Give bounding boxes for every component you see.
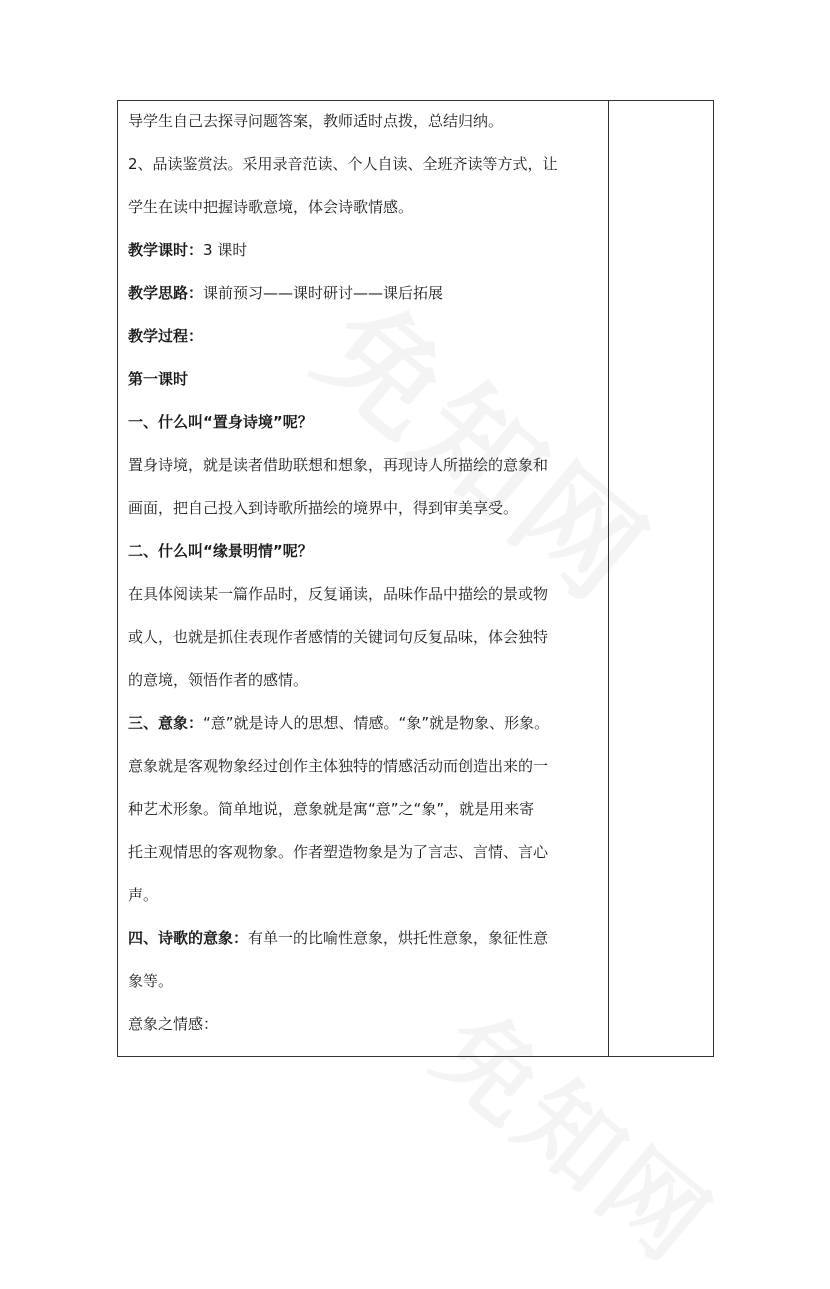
value-teaching-approach: 课前预习——课时研讨——课后拓展 bbox=[203, 284, 444, 302]
label-teaching-hours: 教学课时： bbox=[128, 241, 204, 259]
section-heading: 第一课时 bbox=[128, 370, 189, 388]
info-line bbox=[128, 279, 443, 307]
paragraph-line: 导学生自己去探寻问题答案，教师适时点拨，总结归纳。 bbox=[128, 112, 504, 130]
paragraph-line: 的意境，领悟作者的感情。 bbox=[128, 671, 309, 689]
paragraph-line: 置身诗境，就是读者借助联想和想象，再现诗人所描绘的意象和 bbox=[128, 456, 549, 474]
info-line bbox=[128, 924, 548, 952]
paragraph-line: 托主观情思的客观物象。作者塑造物象是为了言志、言情、言心 bbox=[128, 843, 549, 861]
info-line bbox=[128, 236, 247, 264]
paragraph-line: 声。 bbox=[128, 886, 159, 904]
info-line bbox=[128, 709, 549, 737]
paragraph-line: 意象就是客观物象经过创作主体独特的情感活动而创造出来的一 bbox=[128, 757, 549, 775]
section-heading: 二、什么叫“缘景明情”呢？ bbox=[128, 542, 313, 560]
value-poetry-imagery: 有单一的比喻性意象，烘托性意象，象征性意 bbox=[248, 929, 549, 947]
paragraph-line: 意象之情感： bbox=[128, 1015, 219, 1033]
document-table bbox=[117, 100, 714, 1057]
paragraph-line: 2、品读鉴赏法。采用录音范读、个人自读、全班齐读等方式，让 bbox=[128, 155, 558, 173]
paragraph-line: 种艺术形象。简单地说，意象就是寓“意”之“象”，就是用来寄 bbox=[128, 800, 535, 818]
label-poetry-imagery: 四、诗歌的意象： bbox=[128, 929, 249, 947]
section-heading: 一、什么叫“置身诗境”呢？ bbox=[128, 413, 313, 431]
label-imagery: 三、意象： bbox=[128, 714, 204, 732]
paragraph-line: 或人，也就是抓住表现作者感情的关键词句反复品味，体会独特 bbox=[128, 628, 549, 646]
value-imagery: “意”就是诗人的思想、情感。“象”就是物象、形象。 bbox=[203, 714, 550, 732]
column-divider bbox=[608, 101, 609, 1056]
paragraph-line: 象等。 bbox=[128, 972, 174, 990]
paragraph-line: 学生在读中把握诗歌意境，体会诗歌情感。 bbox=[128, 198, 414, 216]
section-heading: 教学过程： bbox=[128, 327, 204, 345]
paragraph-line: 画面，把自己投入到诗歌所描绘的境界中，得到审美享受。 bbox=[128, 499, 519, 517]
label-teaching-approach: 教学思路： bbox=[128, 284, 204, 302]
value-teaching-hours: 3 课时 bbox=[203, 241, 248, 259]
paragraph-line: 在具体阅读某一篇作品时，反复诵读，品味作品中描绘的景或物 bbox=[128, 585, 549, 603]
